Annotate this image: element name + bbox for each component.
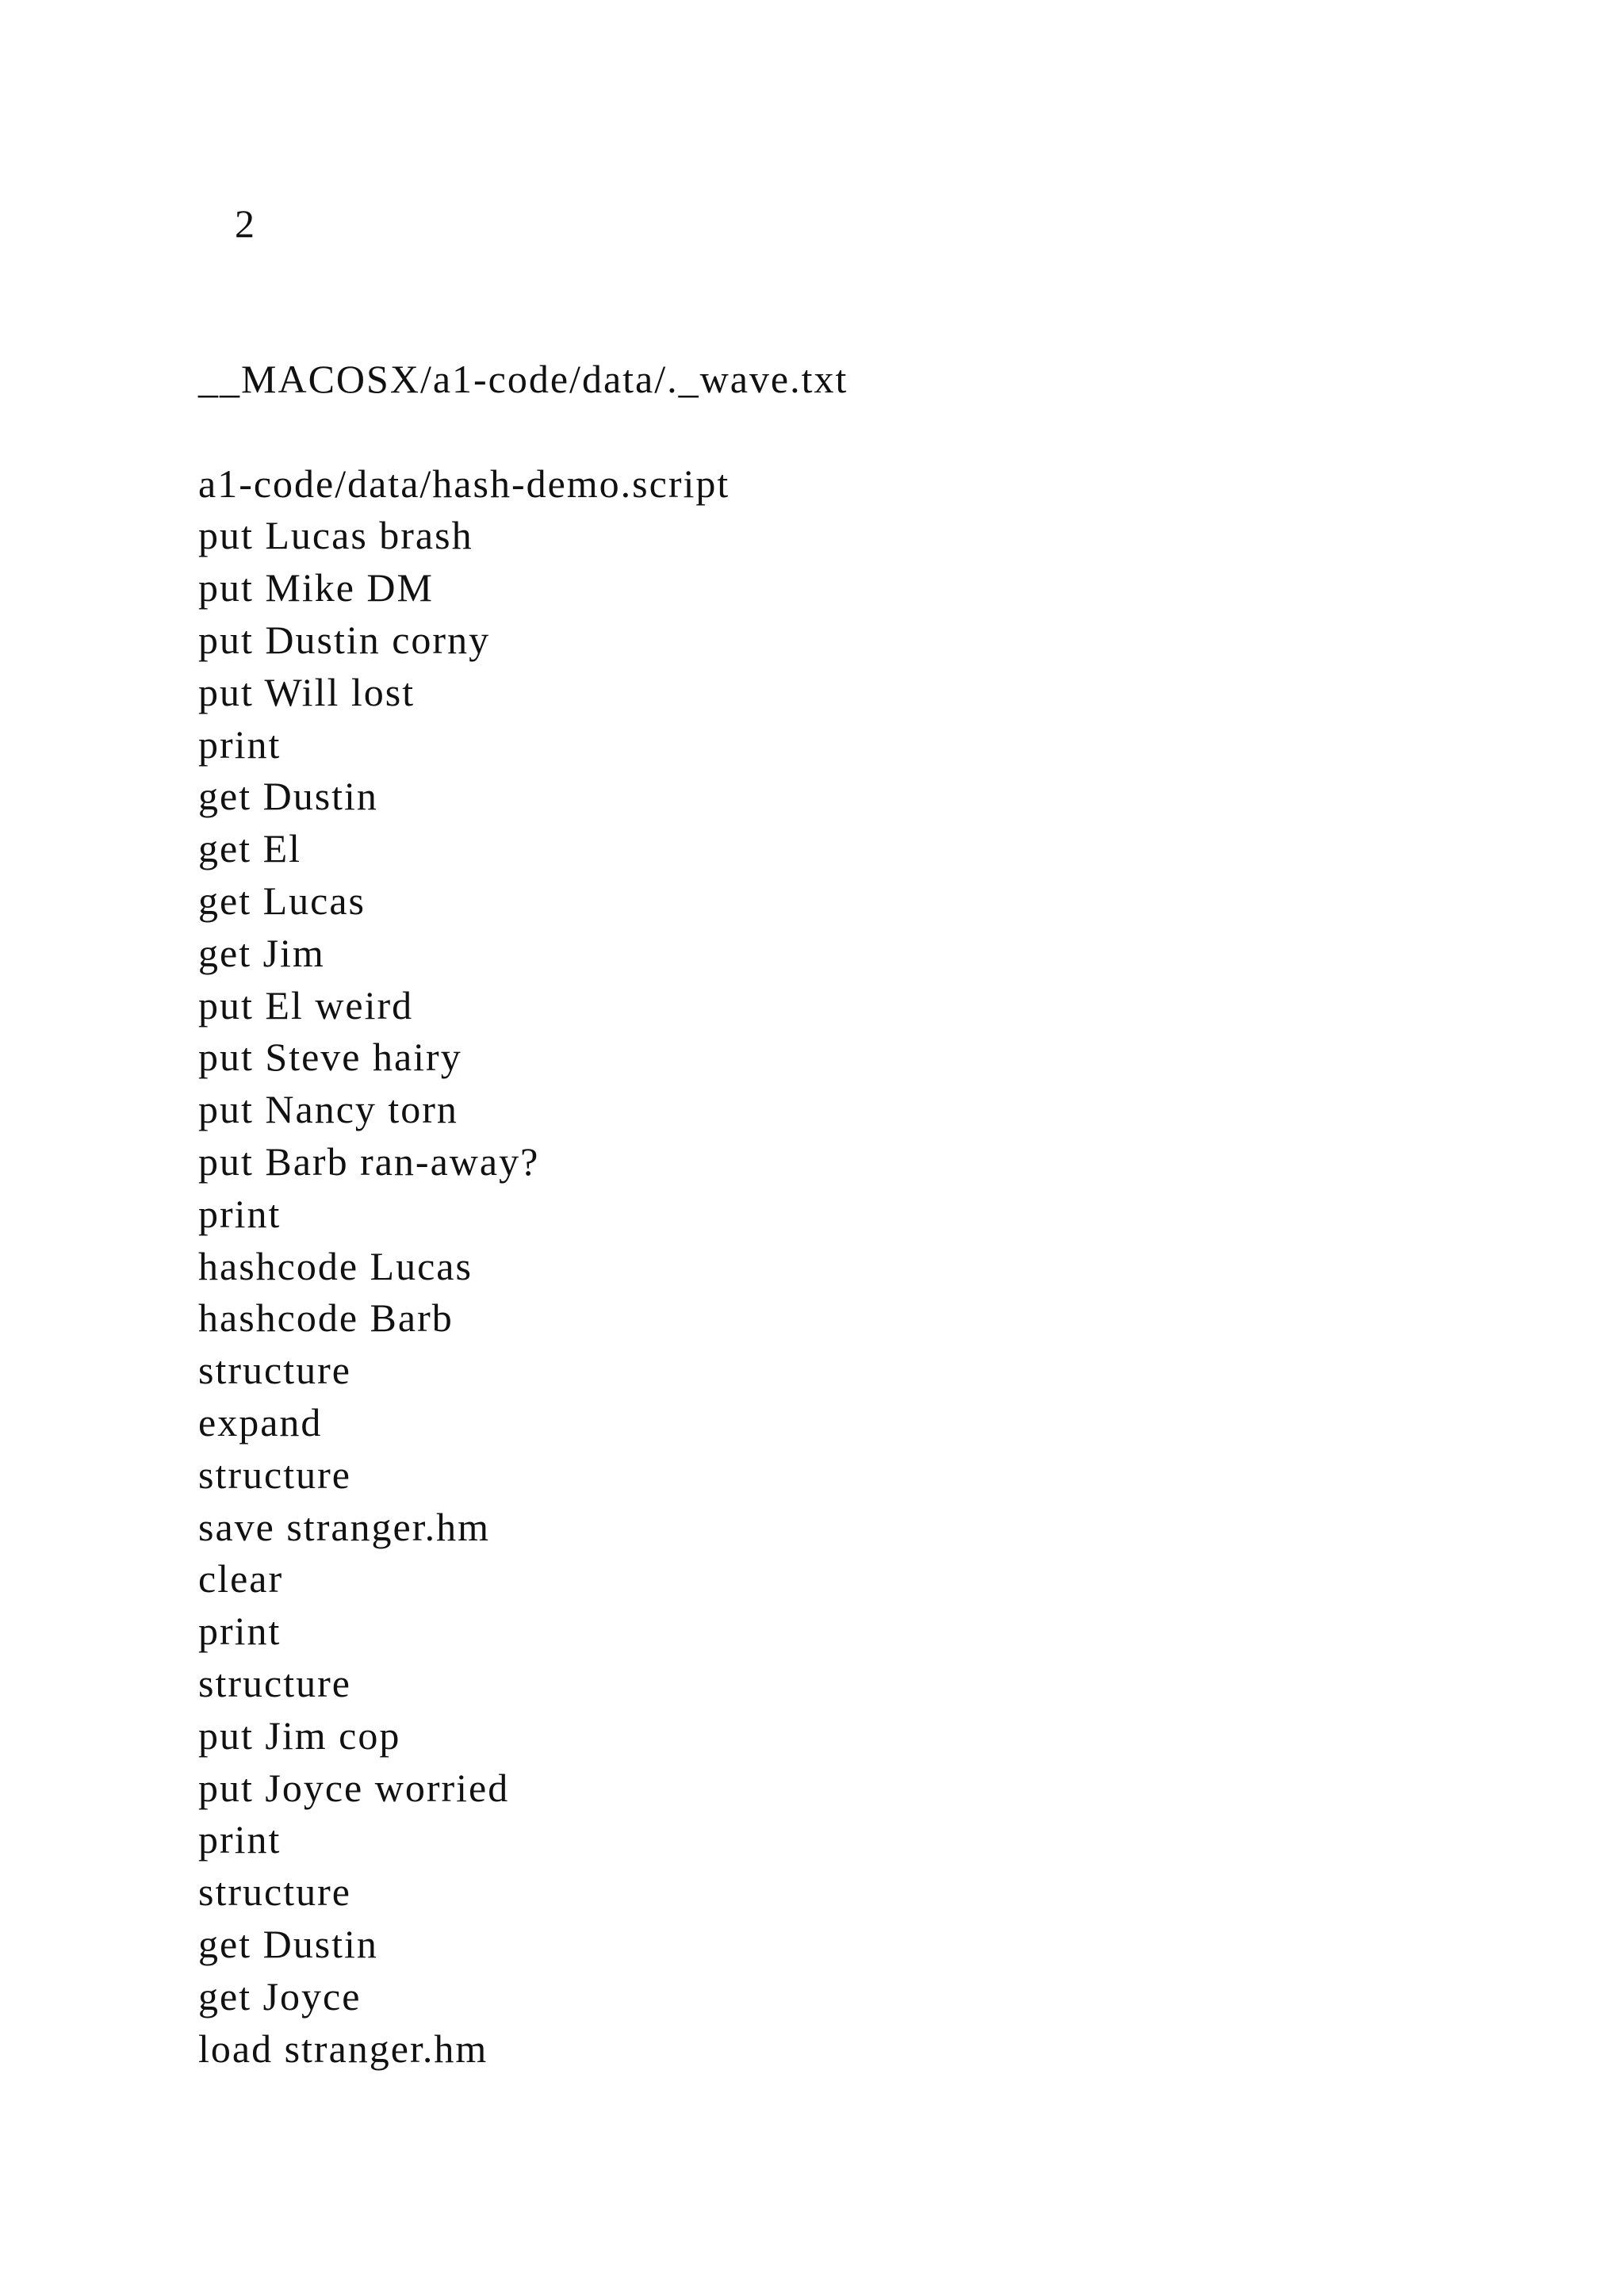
page-number: 2: [235, 201, 255, 246]
script-lines: [198, 510, 1546, 2075]
script-line: put Steve hairy: [198, 1035, 462, 1080]
file-heading: __MACOSX/a1-code/data/._wave.txt: [198, 357, 848, 401]
script-line: put Nancy torn: [198, 1087, 458, 1132]
script-line: clear: [198, 1556, 284, 1601]
script-line: put Dustin corny: [198, 617, 491, 662]
script-line: get Jim: [198, 930, 325, 975]
script-line: structure: [198, 1452, 351, 1497]
script-line: put Lucas brash: [198, 513, 473, 558]
script-line: put Jim cop: [198, 1712, 401, 1758]
script-line: expand: [198, 1399, 323, 1445]
script-line: print: [198, 1609, 282, 1654]
script-line: get Dustin: [198, 774, 378, 819]
script-line: put Joyce worried: [198, 1765, 510, 1810]
script-line: structure: [198, 1869, 351, 1915]
script-line: hashcode Lucas: [198, 1243, 473, 1288]
script-line: put Mike DM: [198, 565, 434, 610]
script-line: put Barb ran-away?: [198, 1138, 540, 1184]
script-line: print: [198, 1817, 282, 1862]
script-line: get El: [198, 826, 302, 871]
script-line: print: [198, 1191, 282, 1236]
script-line: structure: [198, 1660, 351, 1705]
script-heading: a1-code/data/hash-demo.script: [198, 461, 730, 506]
blank-line: [198, 406, 1546, 458]
script-line: load stranger.hm: [198, 2026, 488, 2071]
script-line: structure: [198, 1348, 351, 1393]
script-line: hashcode Barb: [198, 1295, 454, 1341]
document-body: [198, 354, 1546, 2075]
script-line: put Will lost: [198, 669, 416, 714]
script-line: get Lucas: [198, 878, 366, 923]
script-line: get Dustin: [198, 1921, 378, 1966]
script-line: print: [198, 721, 282, 767]
script-line: get Joyce: [198, 1973, 362, 2019]
script-line: save stranger.hm: [198, 1504, 491, 1549]
script-line: put El weird: [198, 982, 414, 1027]
